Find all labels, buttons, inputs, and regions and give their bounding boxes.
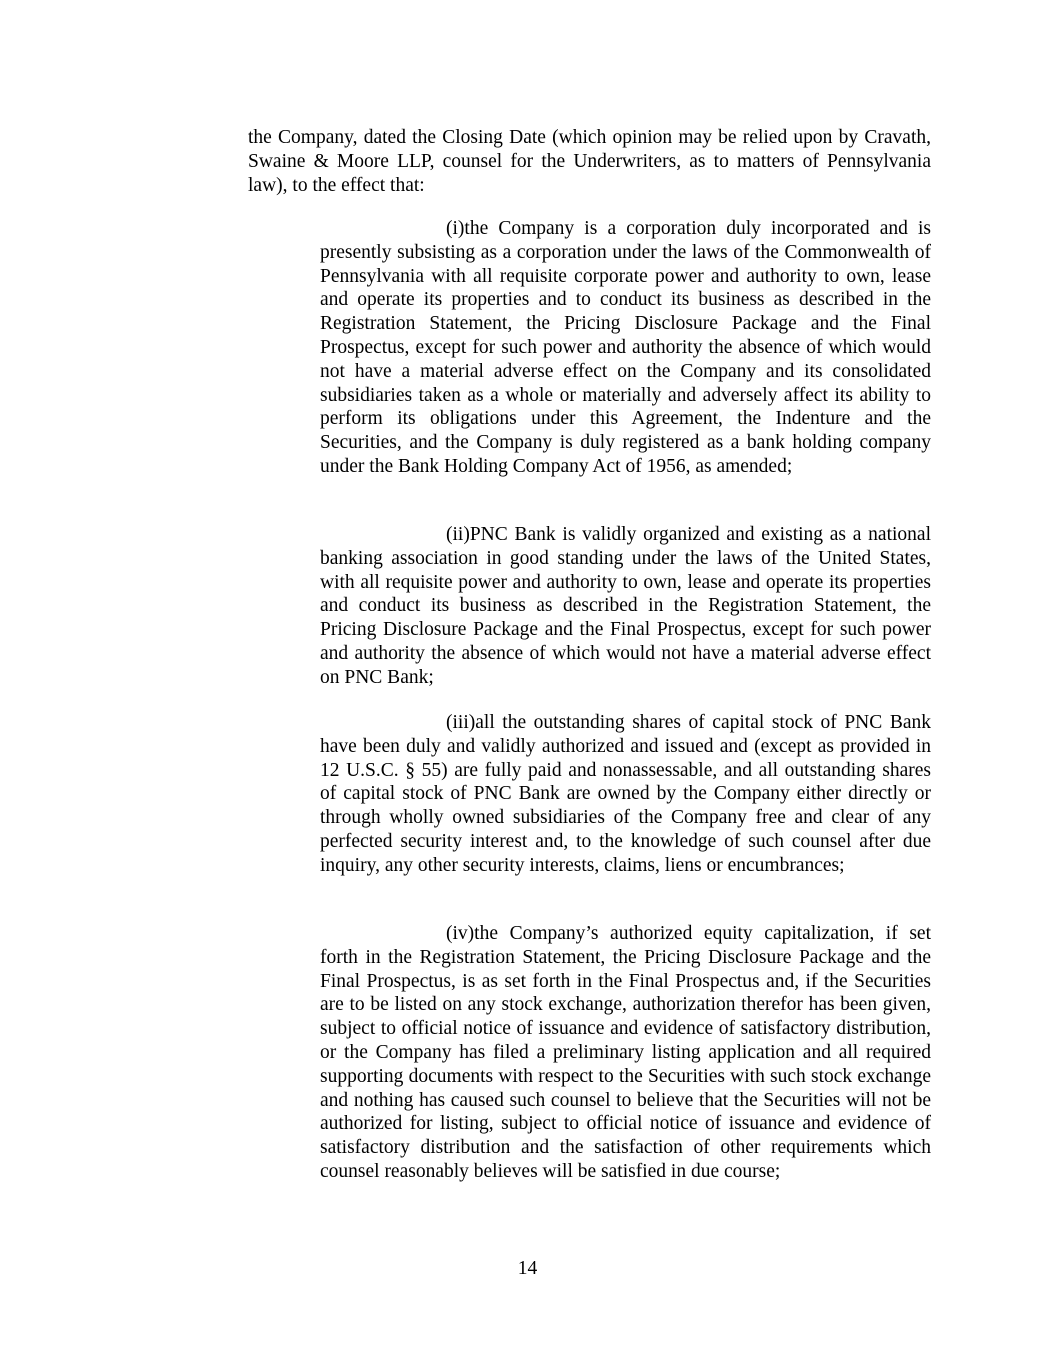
clause-number: (i) (446, 218, 465, 239)
clause-ii (320, 523, 931, 690)
clause-number: (iii) (446, 712, 476, 733)
clause-text: all the outstanding shares of capital stock of PNC Bank have been duly and validly authorized and issued and (except as provided in 12 U.S.C. § 55) are fully paid and nonassessable, and all outstanding shares of capital stock of PNC Bank are owned by the Company either directly or through wholly owned subsidiaries of the Company free and clear of any perfected security interest and, to the knowledge of such counsel after due inquiry, any other security interests, claims, liens or encumbrances; (320, 712, 931, 876)
clause-number: (ii) (446, 524, 470, 545)
page-number: 14 (517, 1258, 538, 1279)
clause-text: the Company is a corporation duly incorporated and is presently subsisting as a corporation under the laws of the Commonwealth of Pennsylvania with all requisite corporate power and authority to own, lease and operate its properties and to conduct its business as described in the Registration Statement, the Pricing Disclosure Package and the Final Prospectus, except for such power and authority the absence of which would not have a material adverse effect on the Company and its consolidated subsidiaries taken as a whole or materially and adversely affect its ability to perform its obligations under this Agreement, the Indenture and the Securities, and the Company is duly registered as a bank holding company under the Bank Holding Company Act of 1956, as amended; (320, 218, 931, 477)
clause-iv (320, 922, 931, 1184)
clause-text: PNC Bank is validly organized and existing as a national banking association in good standing under the laws of the United States, with all requisite power and authority to own, lease and operate its properties and conduct its business as described in the Registration Statement, the Pricing Disclosure Package and the Final Prospectus, except for such power and authority the absence of which would not have a material adverse effect on PNC Bank; (320, 524, 931, 688)
clause-text: the Company’s authorized equity capitalization, if set forth in the Registration Statement, the Pricing Disclosure Package and the Final Prospectus, is as set forth in the Final Prospectus and, if the Securities are to be listed on any stock exchange, authorization therefor has been given, subject to official notice of issuance and evidence of satisfactory distribution, or the Company has filed a preliminary listing application and all required supporting documents with respect to the Securities with such stock exchange and nothing has caused such counsel to believe that the Securities will not be authorized for listing, subject to official notice of issuance and evidence of satisfactory distribution and the satisfaction of other requirements which counsel reasonably believes will be satisfied in due course; (320, 923, 931, 1182)
clause-i (320, 217, 931, 479)
clause-iii (320, 711, 931, 878)
clause-number: (iv) (446, 923, 475, 944)
lead-paragraph: the Company, dated the Closing Date (which opinion may be relied upon by Cravath, Swaine & Moore LLP, counsel for the Underwriters, as to matters of Pennsylvania law), to the effect that: (248, 127, 931, 196)
